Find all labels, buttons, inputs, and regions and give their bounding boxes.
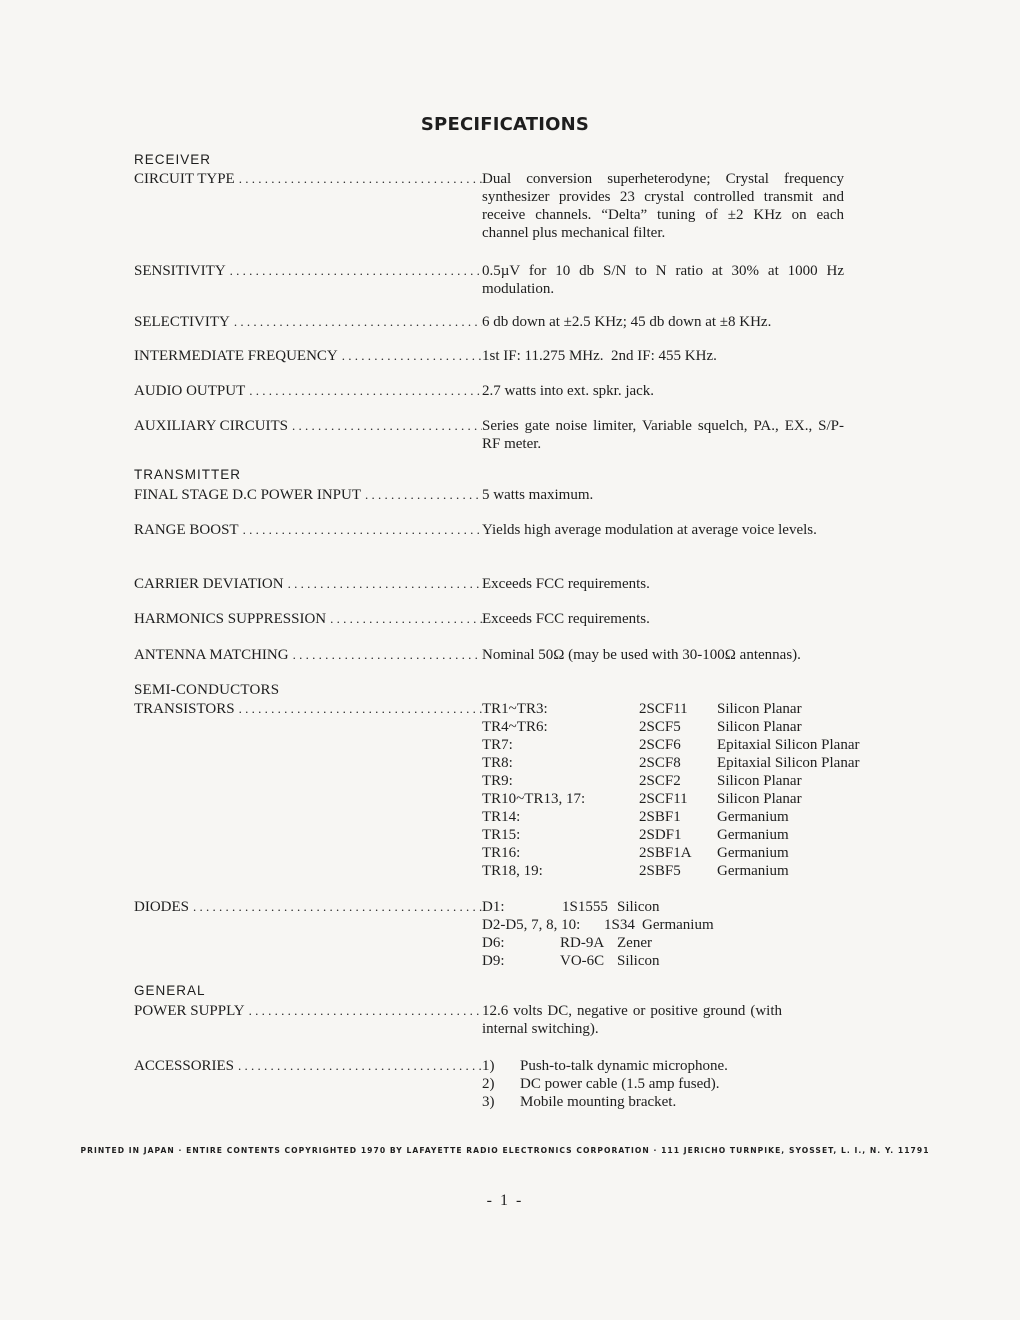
transistor-type: Epitaxial Silicon Planar bbox=[717, 737, 860, 753]
transistor-type: Germanium bbox=[717, 845, 789, 861]
spec-label: CIRCUIT TYPE bbox=[134, 171, 235, 187]
list-item-number: 2) bbox=[482, 1076, 495, 1092]
dot-leader bbox=[238, 1057, 482, 1075]
dot-leader bbox=[249, 1002, 482, 1020]
transistor-part: 2SCF6 bbox=[639, 737, 681, 753]
list-item-number: 1) bbox=[482, 1058, 495, 1074]
spec-value: Exceeds FCC requirements. bbox=[482, 611, 650, 627]
transistor-type: Silicon Planar bbox=[717, 701, 802, 717]
transistor-ref: TR7: bbox=[482, 737, 513, 753]
diode-part: VO-6C bbox=[560, 953, 605, 969]
spec-label: AUDIO OUTPUT bbox=[134, 383, 246, 399]
list-item-text: Mobile mounting bracket. bbox=[520, 1094, 677, 1110]
dot-leader bbox=[293, 646, 482, 664]
spec-label: AUXILIARY CIRCUITS bbox=[134, 418, 289, 434]
transistor-part: 2SCF11 bbox=[639, 791, 688, 807]
transistor-ref: TR8: bbox=[482, 755, 513, 771]
transistor-ref: TR10~TR13, 17: bbox=[482, 791, 586, 807]
spec-value: 6 db down at ±2.5 KHz; 45 db down at ±8 KHz. bbox=[482, 314, 772, 330]
spec-value: Nominal 50Ω (may be used with 30-100Ω antennas). bbox=[482, 647, 801, 663]
dot-leader bbox=[365, 486, 482, 504]
spec-value: 2.7 watts into ext. spkr. jack. bbox=[482, 383, 655, 399]
dot-leader bbox=[330, 610, 482, 628]
spec-label: TRANSISTORS bbox=[134, 701, 235, 717]
spec-label: RANGE BOOST bbox=[134, 522, 239, 538]
transistor-type: Silicon Planar bbox=[717, 773, 802, 789]
transistor-part: 2SDF1 bbox=[639, 827, 682, 843]
dot-leader bbox=[292, 417, 482, 435]
diode-part: 1S34 bbox=[604, 917, 635, 933]
spec-label: POWER SUPPLY bbox=[134, 1003, 245, 1019]
section-transmitter: TRANSMITTER bbox=[134, 467, 241, 482]
spec-label: DIODES bbox=[134, 899, 189, 915]
transistor-part: 2SCF5 bbox=[639, 719, 681, 735]
section-semiconductors: SEMI-CONDUCTORS bbox=[134, 682, 280, 698]
diode-ref: D1: bbox=[482, 899, 505, 915]
dot-leader bbox=[342, 347, 482, 365]
diode-ref: D6: bbox=[482, 935, 505, 951]
dot-leader bbox=[243, 521, 482, 539]
dot-leader bbox=[239, 700, 482, 718]
spec-label: SELECTIVITY bbox=[134, 314, 230, 330]
diode-part: RD-9A bbox=[560, 935, 605, 951]
spec-label: ANTENNA MATCHING bbox=[134, 647, 289, 663]
dot-leader bbox=[230, 262, 482, 280]
transistor-part: 2SBF1 bbox=[639, 809, 681, 825]
spec-value: Series gate noise limiter, Variable squelch, PA., EX., S/P-RF meter. bbox=[482, 418, 844, 452]
spec-value: Dual conversion superheterodyne; Crystal frequency synthesizer provides 23 crystal controlled transmit and receive channels. “Delta” tuning of ±2 KHz on each channel plus mechanical filter. bbox=[482, 171, 844, 241]
dot-leader bbox=[193, 898, 482, 916]
transistor-ref: TR4~TR6: bbox=[482, 719, 548, 735]
transistor-ref: TR15: bbox=[482, 827, 521, 843]
transistor-type: Germanium bbox=[717, 863, 789, 879]
diode-ref: D9: bbox=[482, 953, 505, 969]
list-item-number: 3) bbox=[482, 1094, 495, 1110]
page-number: - 1 - bbox=[486, 1192, 524, 1209]
spec-label: FINAL STAGE D.C POWER INPUT bbox=[134, 487, 361, 503]
diode-type: Zener bbox=[617, 935, 652, 951]
transistor-ref: TR9: bbox=[482, 773, 513, 789]
section-receiver: RECEIVER bbox=[134, 152, 212, 167]
transistor-part: 2SBF1A bbox=[639, 845, 692, 861]
transistor-part: 2SBF5 bbox=[639, 863, 681, 879]
spec-value: 0.5µV for 10 db S/N to N ratio at 30% at 1000 Hz modulation. bbox=[482, 263, 844, 297]
dot-leader bbox=[249, 382, 482, 400]
spec-value: 5 watts maximum. bbox=[482, 487, 594, 503]
transistor-part: 2SCF2 bbox=[639, 773, 681, 789]
diode-ref: D2-D5, 7, 8, 10: bbox=[482, 917, 581, 933]
transistor-part: 2SCF8 bbox=[639, 755, 681, 771]
spec-label: ACCESSORIES bbox=[134, 1058, 235, 1074]
copyright-footer: PRINTED IN JAPAN · ENTIRE CONTENTS COPYRIGHTED 1970 BY LAFAYETTE RADIO ELECTRONICS CORPORATION · 111 JERICHO TURNPIKE, SYOSSET, L. I., N. Y. 11791 bbox=[80, 1146, 930, 1155]
transistor-ref: TR1~TR3: bbox=[482, 701, 548, 717]
dot-leader bbox=[288, 575, 482, 593]
spec-label: SENSITIVITY bbox=[134, 263, 226, 279]
diode-type: Germanium bbox=[642, 917, 714, 933]
transistor-ref: TR16: bbox=[482, 845, 521, 861]
spec-label: INTERMEDIATE FREQUENCY bbox=[134, 348, 338, 364]
transistor-part: 2SCF11 bbox=[639, 701, 688, 717]
section-general: GENERAL bbox=[134, 983, 206, 998]
page-title: SPECIFICATIONS bbox=[420, 114, 590, 135]
spec-label: HARMONICS SUPPRESSION bbox=[134, 611, 327, 627]
list-item-text: DC power cable (1.5 amp fused). bbox=[520, 1076, 720, 1092]
dot-leader bbox=[234, 313, 482, 331]
transistor-ref: TR18, 19: bbox=[482, 863, 543, 879]
diode-type: Silicon bbox=[617, 899, 660, 915]
transistor-type: Germanium bbox=[717, 827, 789, 843]
transistor-type: Epitaxial Silicon Planar bbox=[717, 755, 860, 771]
list-item-text: Push-to-talk dynamic microphone. bbox=[520, 1058, 728, 1074]
spec-value: Yields high average modulation at average voice levels. bbox=[482, 522, 817, 538]
spec-label: CARRIER DEVIATION bbox=[134, 576, 284, 592]
diode-type: Silicon bbox=[617, 953, 660, 969]
dot-leader bbox=[239, 170, 482, 188]
spec-value: 1st IF: 11.275 MHz. 2nd IF: 455 KHz. bbox=[482, 348, 717, 364]
spec-value: 12.6 volts DC, negative or positive ground (with internal switching). bbox=[482, 1003, 782, 1037]
diode-part: 1S1555 bbox=[562, 899, 608, 915]
transistor-type: Silicon Planar bbox=[717, 791, 802, 807]
transistor-type: Silicon Planar bbox=[717, 719, 802, 735]
spec-value: Exceeds FCC requirements. bbox=[482, 576, 650, 592]
transistor-type: Germanium bbox=[717, 809, 789, 825]
transistor-ref: TR14: bbox=[482, 809, 521, 825]
